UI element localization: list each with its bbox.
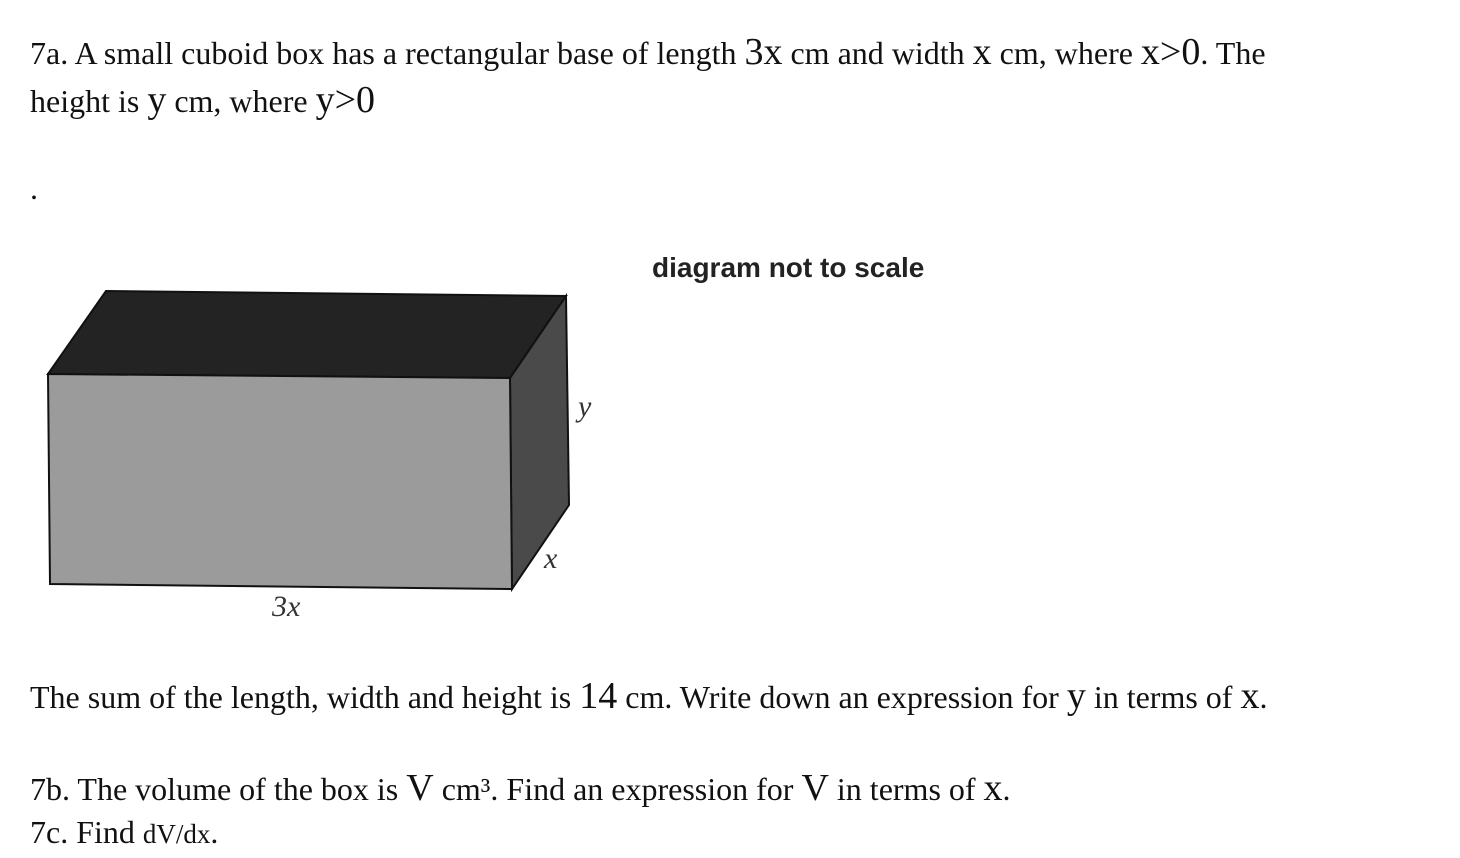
- label-length: 3x: [272, 590, 301, 623]
- var-y: y: [1066, 675, 1086, 717]
- q7a-text: 7a. A small cuboid box has a rectangular base of length: [30, 35, 745, 71]
- label-height: y: [578, 390, 592, 423]
- cuboid-top-face: [48, 291, 566, 378]
- sum-statement: [30, 672, 1267, 721]
- var-v: V: [406, 767, 434, 809]
- volume-unit: cm³: [433, 771, 491, 807]
- sum-text: .: [1259, 679, 1268, 715]
- y-condition: y>0: [315, 79, 376, 121]
- var-x: x: [1240, 675, 1260, 717]
- q7b-text: . Find an expression for: [490, 771, 802, 807]
- q7c-text: 7c. Find: [30, 814, 143, 850]
- label-width: x: [544, 542, 558, 575]
- sum-value: 14: [579, 675, 618, 717]
- derivative-expression: dV/dx: [142, 819, 211, 849]
- width-expression: x: [972, 31, 992, 73]
- sum-text: The sum of the length, width and height is: [30, 679, 580, 715]
- q7a-text: cm, where: [991, 35, 1141, 71]
- var-x: x: [983, 767, 1003, 809]
- q7a-text: . The: [1200, 35, 1266, 71]
- q7b-text: in terms of: [828, 771, 984, 807]
- stray-dot: .: [30, 170, 38, 206]
- cuboid-front-face: [48, 374, 512, 589]
- diagram-note: diagram not to scale: [652, 252, 925, 283]
- sum-text: in terms of: [1085, 679, 1241, 715]
- q7b-text: 7b. The volume of the box is: [30, 771, 407, 807]
- var-v: V: [801, 767, 829, 809]
- x-condition: x>0: [1140, 31, 1201, 73]
- q7a-text: height is: [30, 83, 148, 119]
- question-7b: [30, 764, 1011, 813]
- q7b-text: .: [1002, 771, 1011, 807]
- height-expression: y: [147, 79, 167, 121]
- q7a-text: cm and width: [782, 35, 973, 71]
- q7c-text: .: [210, 814, 219, 850]
- question-7c: [30, 808, 218, 858]
- q7a-text: cm, where: [166, 83, 316, 119]
- sum-text: cm. Write down an expression for: [617, 679, 1067, 715]
- length-expression: 3x: [744, 31, 783, 73]
